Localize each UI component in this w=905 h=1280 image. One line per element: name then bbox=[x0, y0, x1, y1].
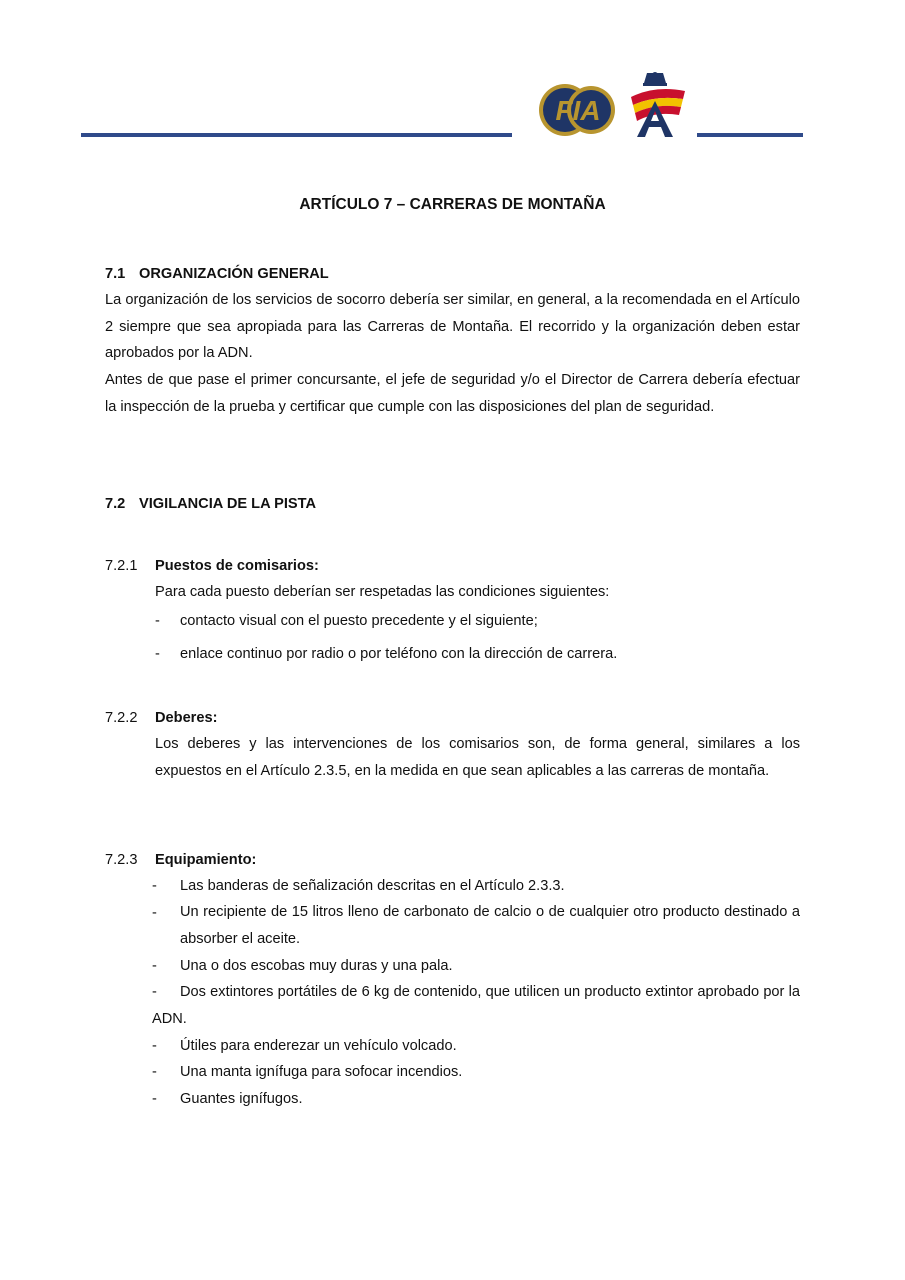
list-bullet: - bbox=[152, 984, 157, 1000]
section-heading-7-1 bbox=[105, 266, 329, 282]
section-title: ORGANIZACIÓN GENERAL bbox=[139, 266, 329, 282]
list-item-text: Dos extintores portátiles de 6 kg de contenido, que utilicen un producto extintor aprobado por la ADN. bbox=[152, 984, 800, 1027]
list-item: Guantes ignífugos. bbox=[180, 1091, 303, 1107]
section-title: VIGILANCIA DE LA PISTA bbox=[139, 496, 317, 512]
header-rule-left bbox=[81, 133, 512, 137]
subsection-7-2-2-text: Los deberes y las intervenciones de los comisarios son, de forma general, similares a los expuestos en el Artículo 2.3.5, en la medida en que sean aplicables a las carreras de montaña. bbox=[155, 736, 800, 779]
list-item-hanging bbox=[152, 979, 800, 1032]
list-bullet: - bbox=[152, 905, 157, 921]
section-heading-7-2 bbox=[105, 496, 316, 512]
subsection-number-7-2-3: 7.2.3 bbox=[105, 852, 138, 868]
list-item: Las banderas de señalización descritas en el Artículo 2.3.3. bbox=[180, 878, 565, 894]
list-bullet: - bbox=[152, 878, 157, 894]
section-number: 7.1 bbox=[105, 266, 126, 282]
list-item: enlace continuo por radio o por teléfono con la dirección de carrera. bbox=[180, 646, 618, 662]
subsection-title-7-2-2: Deberes: bbox=[155, 710, 218, 726]
list-bullet: - bbox=[155, 613, 160, 629]
section-7-1-paragraph-1: La organización de los servicios de socorro debería ser similar, en general, a la recomendada en el Artículo 2 siempre que sea apropiada para las Carreras de Montaña. El recorrido y la organización deben estar aprobados por la ADN. bbox=[105, 292, 800, 362]
list-bullet: - bbox=[152, 1064, 157, 1080]
list-item: Una o dos escobas muy duras y una pala. bbox=[180, 958, 453, 974]
list-bullet: - bbox=[155, 646, 160, 662]
document-title: ARTÍCULO 7 – CARRERAS DE MONTAÑA bbox=[299, 196, 606, 213]
subsection-7-2-1-intro: Para cada puesto deberían ser respetadas las condiciones siguientes: bbox=[155, 584, 610, 600]
subsection-title-7-2-3: Equipamiento: bbox=[155, 852, 257, 868]
list-bullet: - bbox=[152, 1091, 157, 1107]
list-item: contacto visual con el puesto precedente y el siguiente; bbox=[180, 613, 538, 629]
subsection-title-7-2-1: Puestos de comisarios: bbox=[155, 558, 319, 574]
header-rule-right bbox=[697, 133, 803, 137]
list-bullet: - bbox=[152, 1038, 157, 1054]
list-item: Útiles para enderezar un vehículo volcado. bbox=[180, 1038, 457, 1054]
subsection-number-7-2-1: 7.2.1 bbox=[105, 558, 138, 574]
list-bullet: - bbox=[152, 958, 157, 974]
section-7-1-paragraph-2: Antes de que pase el primer concursante, el jefe de seguridad y/o el Director de Carrera debería efectuar la inspección de la prueba y certificar que cumple con las disposiciones del plan de seguridad. bbox=[105, 372, 800, 415]
list-item: Un recipiente de 15 litros lleno de carbonato de calcio o de cualquier otro producto destinado a absorber el aceite. bbox=[180, 904, 800, 947]
fia-logo-text: FIA bbox=[555, 95, 601, 126]
fia-logo-icon bbox=[537, 82, 617, 138]
subsection-number-7-2-2: 7.2.2 bbox=[105, 710, 138, 726]
section-number: 7.2 bbox=[105, 496, 126, 512]
rfea-crown-flag-logo-icon bbox=[625, 71, 689, 139]
list-item: Una manta ignífuga para sofocar incendios. bbox=[180, 1064, 463, 1080]
